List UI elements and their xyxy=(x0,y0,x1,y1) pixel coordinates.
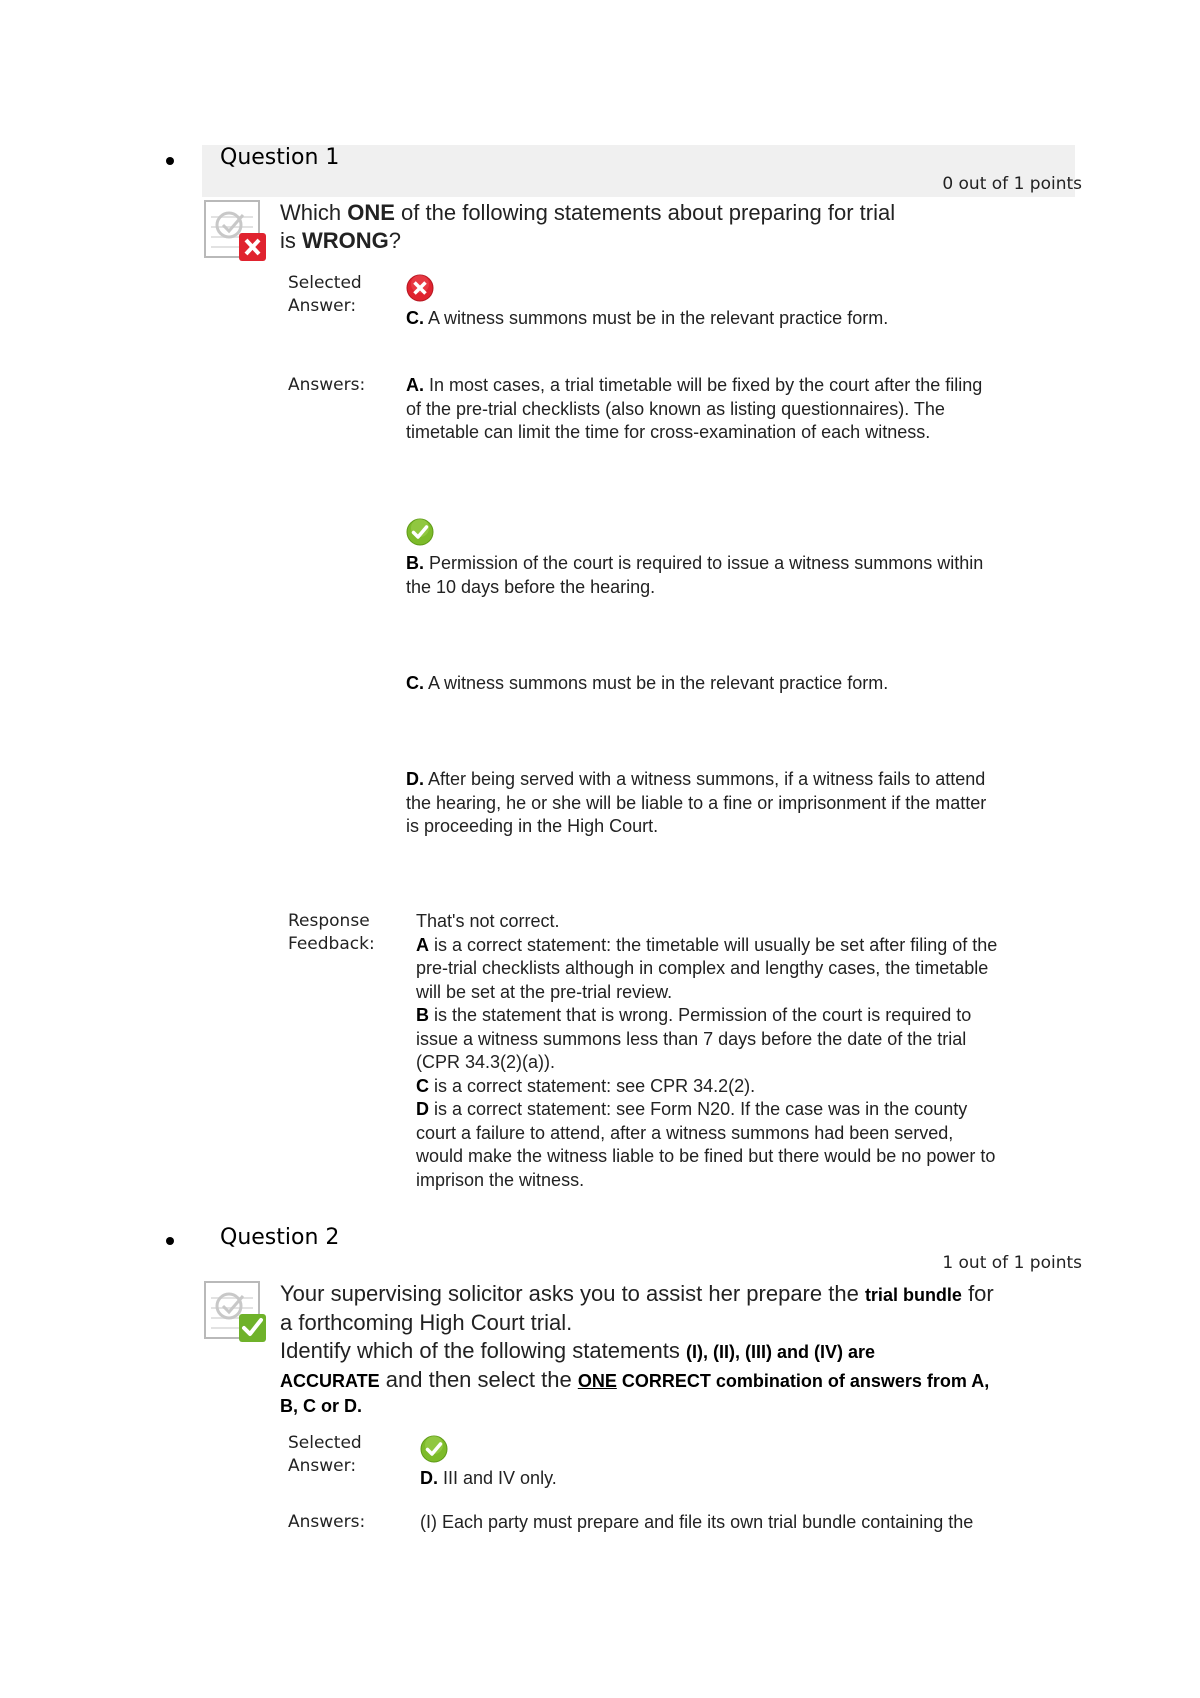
question-1-heading: Question 1 xyxy=(220,145,340,170)
selected-answer-text: C. A witness summons must be in the relevant practice form. xyxy=(406,308,889,328)
green-check-icon xyxy=(420,1435,448,1463)
answers-label: Answers: xyxy=(288,375,366,395)
prompt-emphasis-wrong: WRONG xyxy=(302,228,389,253)
prompt-emphasis-one: ONE xyxy=(347,200,395,225)
question-2-prompt: Your supervising solicitor asks you to assist her prepare the trial bundle for a forthcoming High Court trial. Identify which of the following statements (I), (II), (III) and (IV) are ACCURATE and then select the ONE CORRECT combination of answers from A, B, C or D. xyxy=(280,1281,994,1416)
question-correct-icon xyxy=(203,1280,267,1344)
answer-option-a: A. In most cases, a trial timetable will be fixed by the court after the filing of the pre-trial checklists (also known as listing questionnaires). The timetable can limit the time for cross-examination of each witness. xyxy=(406,375,983,442)
question-2-heading: Question 2 xyxy=(220,1225,340,1250)
question-1-bullet xyxy=(166,157,174,165)
answer-option-d: D. After being served with a witness summons, if a witness fails to attend the hearing, he or she will be liable to a fine or imprisonment if the matter is proceeding in the High Court. xyxy=(406,769,987,836)
question-1-points: 0 out of 1 points xyxy=(942,174,1082,194)
answer-option-b: B. Permission of the court is required to issue a witness summons within the 10 days before the hearing. xyxy=(406,553,984,597)
selected-answer-text-q2: D. III and IV only. xyxy=(420,1468,557,1488)
answers-label-q2: Answers: xyxy=(288,1512,366,1532)
green-check-icon xyxy=(406,518,434,546)
question-2-points: 1 out of 1 points xyxy=(942,1253,1082,1273)
answer-option-i: (I) Each party must prepare and file its own trial bundle containing the xyxy=(420,1512,974,1532)
answer-option-c: C. A witness summons must be in the relevant practice form. xyxy=(406,673,889,693)
question-1-prompt: Which ONE of the following statements about preparing for trial is WRONG? xyxy=(280,200,896,253)
response-feedback-text: That's not correct. A is a correct statement: the timetable will usually be set after filing of the pre-trial checklists although in complex and lengthy cases, the timetable will be set at the pre-trial review. B is the statement that is wrong. Permission of the court is required to issue a witness summons less than 7 days before the date of the trial (CPR 34.3(2)(a)). C is a correct statement: see CPR 34.2(2). D is a correct statement: see Form N20. If the case was in the county court a failure to attend, after a witness summons had been served, would make the witness liable to be fined but there would be no power to imprison the witness. xyxy=(416,911,998,1190)
red-x-icon xyxy=(406,274,434,302)
selected-answer-label: Selected Answer: xyxy=(288,273,362,316)
question-2-bullet xyxy=(166,1237,174,1245)
question-incorrect-icon xyxy=(203,199,267,263)
response-feedback-label: Response Feedback: xyxy=(288,911,375,954)
selected-answer-label-q2: Selected Answer: xyxy=(288,1433,362,1476)
